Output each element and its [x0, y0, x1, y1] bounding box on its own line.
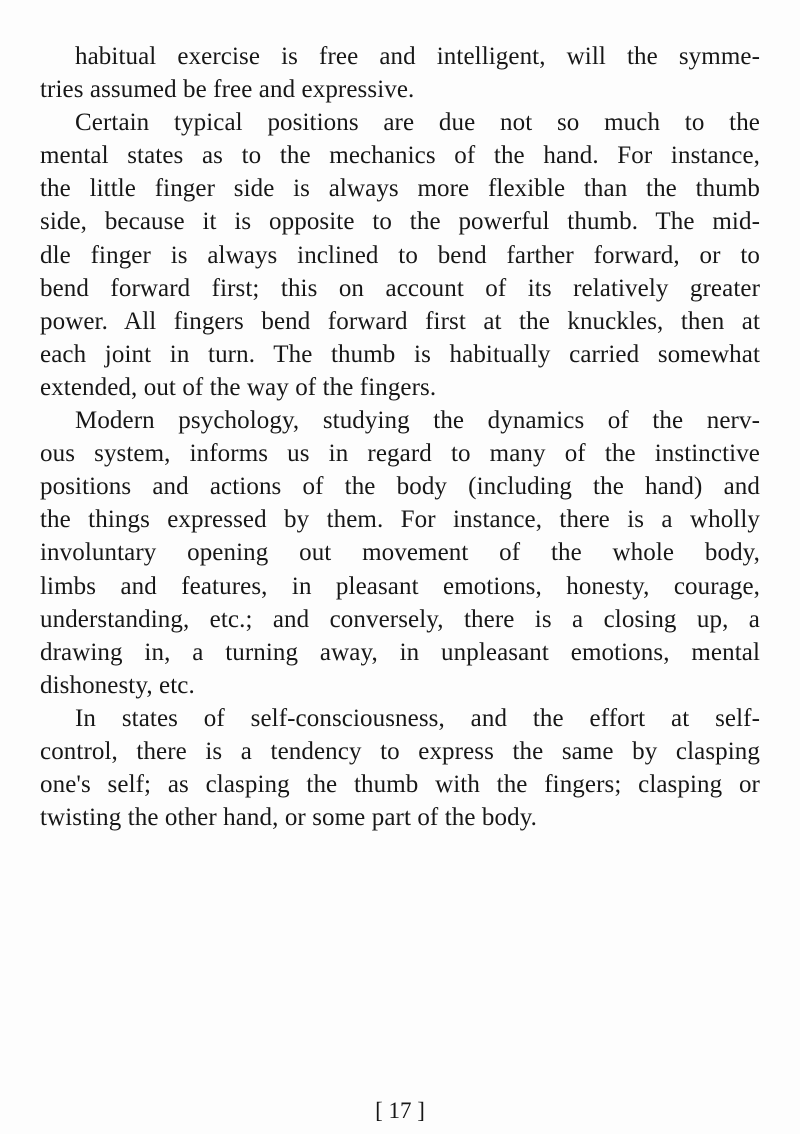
text-line: In states of self-consciousness, and the effort at self- — [75, 704, 760, 732]
text-line: Certain typical positions are due not so much to the — [75, 109, 760, 137]
text-line: positions and actions of the body (including the hand) and — [40, 473, 760, 501]
paragraph — [40, 106, 760, 404]
text-line: dle finger is always inclined to bend farther forward, or to — [40, 241, 760, 269]
text-line: dishonesty, etc. — [40, 671, 195, 699]
text-line: tries assumed be free and expressive. — [40, 76, 415, 104]
text-line: bend forward first; this on account of its relatively greater — [40, 274, 760, 302]
text-line: extended, out of the way of the fingers. — [40, 373, 437, 401]
text-line: Modern psychology, studying the dynamics of the nerv- — [75, 407, 760, 435]
text-line: habitual exercise is free and intelligent, will the symme- — [75, 43, 760, 70]
page-number: [ 17 ] — [375, 1098, 425, 1123]
text-line: ous system, informs us in regard to many of the instinctive — [40, 440, 760, 468]
text-line: side, because it is opposite to the powerful thumb. The mid- — [40, 208, 760, 236]
body-text — [40, 40, 760, 834]
text-line: limbs and features, in pleasant emotions, honesty, courage, — [40, 572, 760, 600]
text-line: power. All fingers bend forward first at the knuckles, then at — [40, 307, 760, 335]
text-line: involuntary opening out movement of the whole body, — [40, 539, 760, 567]
paragraph — [40, 40, 760, 106]
text-line: twisting the other hand, or some part of the body. — [40, 804, 538, 832]
text-line: each joint in turn. The thumb is habitually carried somewhat — [40, 340, 760, 368]
text-line: the little finger side is always more flexible than the thumb — [40, 175, 760, 203]
text-line: control, there is a tendency to express the same by clasping — [40, 737, 760, 765]
text-line: one's self; as clasping the thumb with the fingers; clasping or — [40, 771, 760, 799]
paragraph — [40, 702, 760, 834]
text-line: the things expressed by them. For instance, there is a wholly — [40, 506, 760, 534]
paragraph — [40, 404, 760, 702]
text-line: drawing in, a turning away, in unpleasant emotions, mental — [40, 638, 760, 666]
text-line: mental states as to the mechanics of the hand. For instance, — [40, 142, 760, 170]
text-line: understanding, etc.; and conversely, there is a closing up, a — [40, 605, 760, 633]
